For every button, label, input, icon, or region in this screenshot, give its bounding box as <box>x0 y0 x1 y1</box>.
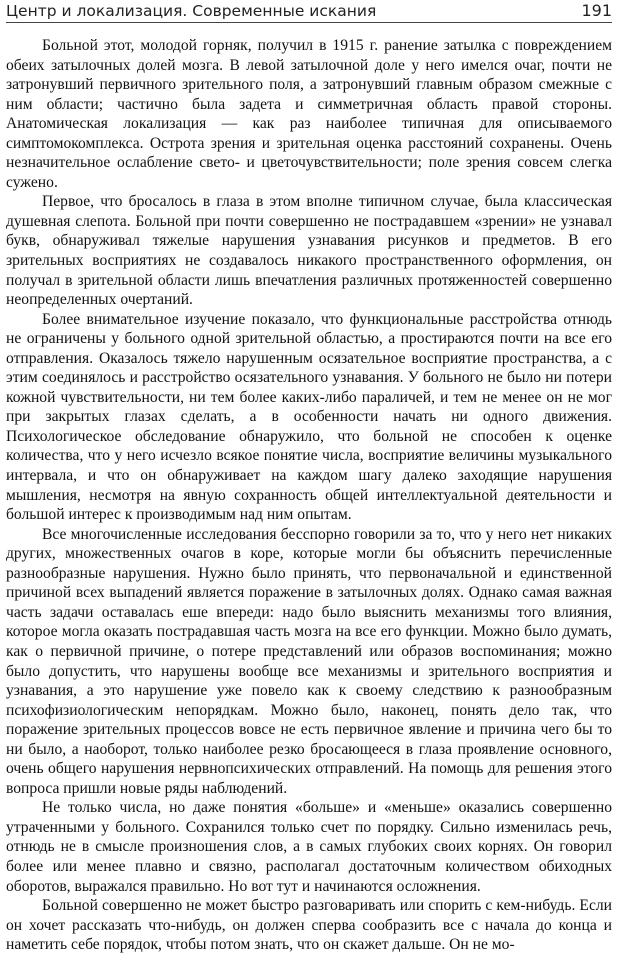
paragraph: Больной этот, молодой горняк, получил в 1915 г. ранение затылка с повреждением обеих затылочных долей мозга. В левой затылочной доле у него имелся очаг, почти не затронувший первичного зрительного поля, а затронувший главным образом смежные с ним области; частично была задета и симметричная область правой стороны. Анатомическая локализация — как раз наиболее типичная для описываемого симптомокомплекса. Острота зрения и зрительная оценка расстояний сохранены. Очень незначительное ослабление свето- и цветочувствительности; поле зрения совсем слегка сужено. <box>6 37 612 191</box>
running-title: Центр и локализация. Современные искания <box>6 2 377 20</box>
paragraph: Больной совершенно не может быстро разговаривать или спорить с кем-нибудь. Если он хочет рассказать что-нибудь, он должен сперва сообразить все с начала до конца и наметить себе порядок, чтобы потом знать, что он скажет дальше. Он не мо- <box>6 897 612 954</box>
running-header <box>6 0 612 24</box>
page-number: 191 <box>581 1 612 20</box>
paragraph: Более внимательное изучение показало, что функциональные расстройства отнюдь не ограничены у больного одной зрительной областью, а простираются почти на все его отправления. Оказалось тяжело нарушенным осязательное восприятие пространства, а с этим соединялось и расстройство осязательного узнавания. У больного не было ни потери кожной чувствительности, ни тем более каких-либо параличей, и тем не менее он не мог при закрытых глазах сделать, а в особенности начать ни одного движения. Психологическое обследование обнаружило, что больной не способен к оценке количества, что у него исчезло всякое понятие числа, восприятие величины музыкального интервала, и что он обнаруживает на каждом шагу далеко заходящие нарушения мышления, несмотря на явную сохранность общей интеллектуальной деятельности и большой интерес к производимым над ним опытам. <box>6 310 612 524</box>
body-text <box>6 36 612 955</box>
paragraph: Не только числа, но даже понятия «больше» и «меньше» оказались совершенно утраченными у больного. Сохранился только счет по порядку. Сильно изменилась речь, отнюдь не в смысле произношения слов, а в самых глубоких своих корнях. Он говорил более или менее плавно и связно, располагал достаточным количеством обиходных оборотов, выражался правильно. Но вот тут и начинаются осложнения. <box>6 799 612 895</box>
header-rule <box>6 22 612 23</box>
paragraph: Все многочисленные исследования бесспорно говорили за то, что у него нет никаких других, множественных очагов в коре, которые могли бы объяснить перечисленные разнообразные нарушения. Нужно было принять, что первоначальной и единственной причиной всех выпадений является поражение в затылочных долях. Однако самая важная часть задачи оставалась еше впереди: надо было выяснить механизмы того влияния, которое могла оказать пострадавшая часть мозга на все его функции. Можно было думать, как о первичной причине, о потере представлений или образов воспоминания; можно было допустить, что нарушены вообще все механизмы и зрительного восприятия и узнавания, а это нарушение уже повело как к своему следствию к разнообразным психофизиологическим непорядкам. Можно было, наконец, понять дело так, что поражение зрительных процессов вовсе не есть первичное явление и причина чего бы то ни было, а наоборот, только наиболее резко бросающееся в глаза проявление основного, очень общего нарушения нервнопсихических отправлений. На помощь для решения этого вопроса пришли новые ряды наблюдений. <box>6 525 612 797</box>
paragraph: Первое, что бросалось в глаза в этом вполне типичном случае, была классическая душевная слепота. Больной при почти совершенно не пострадавшем «зрении» не узнавал букв, обнаруживал тяжелые нарушения узнавания рисунков и предметов. В его зрительных восприятиях не создавалось никакого пространственного оформления, он получал в зрительной области лишь впечатления различных протяженностей совершенно неопределенных очертаний. <box>6 193 612 309</box>
